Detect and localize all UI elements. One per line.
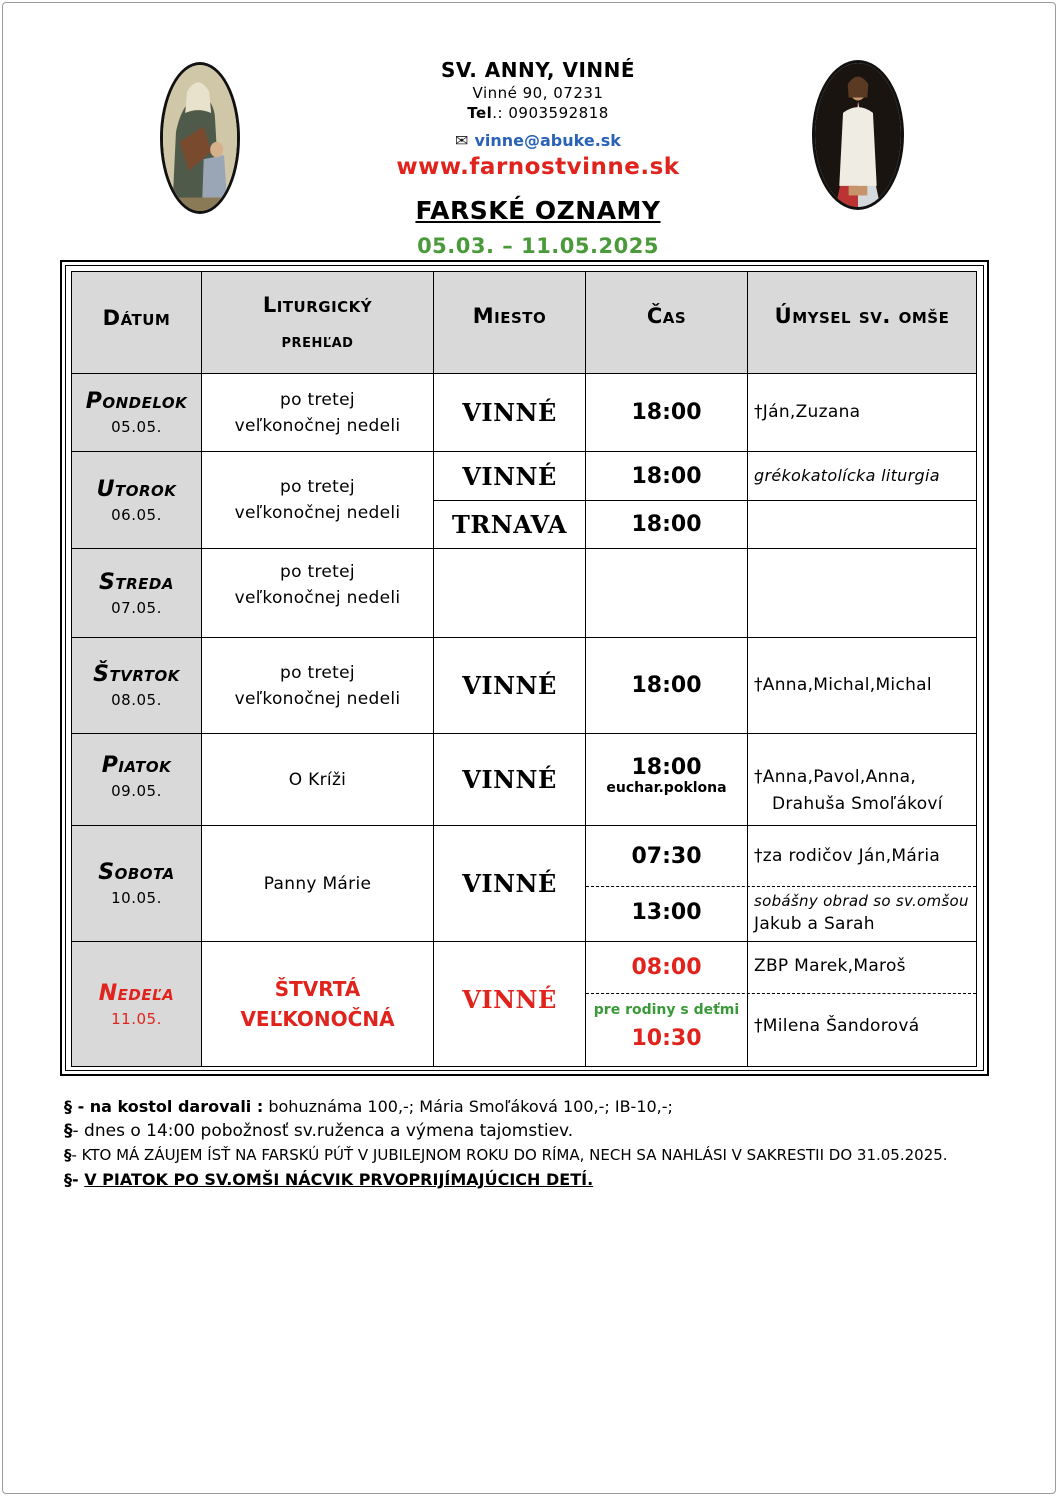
- time-cell: [585, 733, 748, 826]
- day-date: 10.05.: [111, 889, 162, 907]
- footer-note-4: [64, 1170, 593, 1189]
- footer-note-4-bold: §-: [64, 1170, 79, 1189]
- intention-text: †Anna,Pavol,Anna,: [754, 767, 917, 787]
- footer-note-1-bold: § - na kostol darovali :: [64, 1097, 264, 1116]
- mass-time: 18:00: [631, 512, 702, 537]
- day-name: Piatok: [101, 753, 172, 778]
- liturgy-line2: veľkonočnej nedeli: [234, 415, 401, 436]
- parish-name: SV. ANNY, VINNÉ: [440, 58, 636, 82]
- header-place-label: Miesto: [472, 303, 547, 328]
- mass-time: 07:30: [631, 844, 702, 869]
- table-row-date-friday: [71, 733, 202, 826]
- table-row-date-thursday: [71, 637, 202, 734]
- footer-note-3: [64, 1146, 948, 1164]
- mass-time: 13:00: [631, 900, 702, 925]
- time-cell: [585, 941, 748, 1067]
- liturgy-line1: po tretej: [280, 662, 355, 683]
- place-name: VINNÉ: [462, 984, 557, 1014]
- mass-time: 10:30: [631, 1026, 702, 1051]
- day-date: 07.05.: [111, 598, 162, 617]
- place-cell: [433, 941, 586, 1067]
- liturgy-line2: veľkonočnej nedeli: [234, 688, 401, 709]
- table-row-date-wednesday: [71, 548, 202, 638]
- footer-note-2: [64, 1121, 573, 1141]
- place-cell: [433, 637, 586, 734]
- footer-note-4-text: V PIATOK PO SV.OMŠI NÁCVIK PRVOPRIJÍMAJÚCICH DETÍ.: [84, 1170, 594, 1189]
- phone-label: Tel: [467, 104, 493, 122]
- header-time-label: Čas: [646, 303, 687, 328]
- liturgy-cell: [201, 373, 434, 452]
- intention-text: †Milena Šandorová: [754, 1016, 920, 1036]
- table-row-date-monday: [71, 373, 202, 452]
- time-note: pre rodiny s deťmi: [593, 1002, 740, 1018]
- time-cell: [585, 451, 748, 501]
- day-name: Sobota: [98, 860, 175, 885]
- mass-time: 18:00: [631, 400, 702, 425]
- footer-note-2-text: - dnes o 14:00 pobožnosť sv.ruženca a výmena tajomstiev.: [72, 1121, 574, 1141]
- day-name: Streda: [99, 569, 174, 595]
- day-name: Utorok: [96, 476, 177, 502]
- place-name: VINNÉ: [462, 461, 557, 491]
- place-cell: [433, 451, 586, 501]
- intention-cell: [747, 451, 977, 501]
- header-intention: [747, 271, 977, 374]
- mail-icon: ✉: [455, 131, 469, 150]
- place-name: VINNÉ: [462, 765, 557, 794]
- intention-cell: [747, 825, 977, 942]
- header-liturgy-line1: Liturgický: [262, 292, 373, 317]
- table-row-date-sunday: [71, 941, 202, 1067]
- header-time: [585, 271, 748, 374]
- liturgy-line1: po tretej: [280, 562, 355, 582]
- intention-text: Drahuša Smoľákoví: [772, 794, 943, 814]
- place-cell-empty: [433, 548, 586, 638]
- intention-text: ZBP Marek,Maroš: [754, 956, 906, 976]
- header-intention-label: Úmysel sv. omše: [774, 303, 950, 328]
- intention-text: Jakub a Sarah: [754, 914, 875, 934]
- header-liturgy: [201, 271, 434, 374]
- parish-website[interactable]: www.farnostvinne.sk: [396, 154, 680, 180]
- footer-note-1-text: bohuznáma 100,-; Mária Smoľáková 100,-; IB-10,-;: [263, 1097, 673, 1116]
- header-liturgy-line2: prehľad: [281, 329, 354, 352]
- place-cell: [433, 733, 586, 826]
- intention-cell-empty: [747, 548, 977, 638]
- time-note: euchar.poklona: [606, 780, 727, 796]
- time-cell: [585, 500, 748, 549]
- liturgy-cell: [201, 548, 434, 638]
- place-cell: [433, 500, 586, 549]
- intention-cell-empty: [747, 500, 977, 549]
- email-address[interactable]: vinne@abuke.sk: [474, 131, 621, 150]
- intention-text: †za rodičov Ján,Mária: [754, 846, 941, 866]
- liturgy-cell: [201, 733, 434, 826]
- day-date: 09.05.: [111, 782, 162, 800]
- place-name: VINNÉ: [462, 671, 557, 700]
- day-date: 08.05.: [111, 691, 162, 709]
- parish-email: [0, 131, 1060, 150]
- mass-time: 18:00: [631, 673, 702, 698]
- liturgy-cell: [201, 451, 434, 549]
- intention-cell: [747, 941, 977, 1067]
- mass-time: 18:00: [631, 755, 702, 780]
- parish-address: Vinné 90, 07231: [472, 84, 604, 102]
- day-name: Štvrtok: [93, 662, 180, 687]
- time-cell-empty: [585, 548, 748, 638]
- place-cell: [433, 373, 586, 452]
- place-name: TRNAVA: [452, 510, 567, 539]
- intention-text: sobášny obrad so sv.omšou: [754, 892, 969, 910]
- day-date: 05.05.: [111, 418, 162, 436]
- parish-phone: [0, 104, 1060, 122]
- mass-time: 08:00: [631, 955, 702, 980]
- page-title: FARSKÉ OZNAMY: [415, 196, 661, 225]
- footer-note-3-text: - KTO MÁ ZÁUJEM ÍSŤ NA FARSKÚ PÚŤ V JUBILEJNOM ROKU DO RÍMA, NECH SA NAHLÁSI V SAKRESTII DO 31.05.2025.: [71, 1146, 948, 1164]
- intention-cell: [747, 733, 977, 826]
- time-cell: [585, 637, 748, 734]
- place-name: VINNÉ: [462, 869, 557, 898]
- header-place: [433, 271, 586, 374]
- footer-note-2-bold: §: [64, 1121, 73, 1141]
- time-cell: [585, 825, 748, 942]
- phone-number: .: 0903592818: [492, 104, 609, 122]
- date-range: 05.03. – 11.05.2025: [417, 234, 659, 258]
- table-row-date-saturday: [71, 825, 202, 942]
- place-cell: [433, 825, 586, 942]
- liturgy-cell: [201, 941, 434, 1067]
- day-date: 11.05.: [111, 1009, 162, 1028]
- day-name: Pondelok: [85, 389, 188, 414]
- intention-text: †Ján,Zuzana: [754, 402, 861, 422]
- header-date: [71, 271, 202, 374]
- footer-note-3-bold: §: [64, 1146, 72, 1164]
- liturgy-line1: po tretej: [280, 477, 355, 497]
- mass-time: 18:00: [631, 463, 702, 489]
- header-date-label: Dátum: [102, 305, 171, 330]
- time-cell: [585, 373, 748, 452]
- footer-note-1: [64, 1097, 673, 1116]
- liturgy-line2: veľkonočnej nedeli: [234, 503, 401, 523]
- liturgy-line2: veľkonočnej nedeli: [234, 588, 401, 608]
- liturgy-line1: ŠTVRTÁ: [274, 977, 361, 1001]
- liturgy-cell: [201, 637, 434, 734]
- intention-cell: [747, 373, 977, 452]
- liturgy-line1: O Kríži: [288, 769, 347, 790]
- dashed-divider: [586, 886, 976, 887]
- intention-cell: [747, 637, 977, 734]
- intention-text: grékokatolícka liturgia: [754, 466, 940, 485]
- liturgy-line1: Panny Márie: [263, 873, 372, 894]
- day-name: Nedeľa: [98, 980, 175, 1006]
- intention-text: †Anna,Michal,Michal: [754, 675, 932, 695]
- liturgy-line2: VEĽKONOČNÁ: [240, 1007, 395, 1031]
- table-row-date-tuesday: [71, 451, 202, 549]
- liturgy-line1: po tretej: [280, 389, 355, 410]
- place-name: VINNÉ: [462, 398, 557, 427]
- day-date: 06.05.: [111, 505, 162, 524]
- liturgy-cell: [201, 825, 434, 942]
- dashed-divider: [586, 993, 976, 994]
